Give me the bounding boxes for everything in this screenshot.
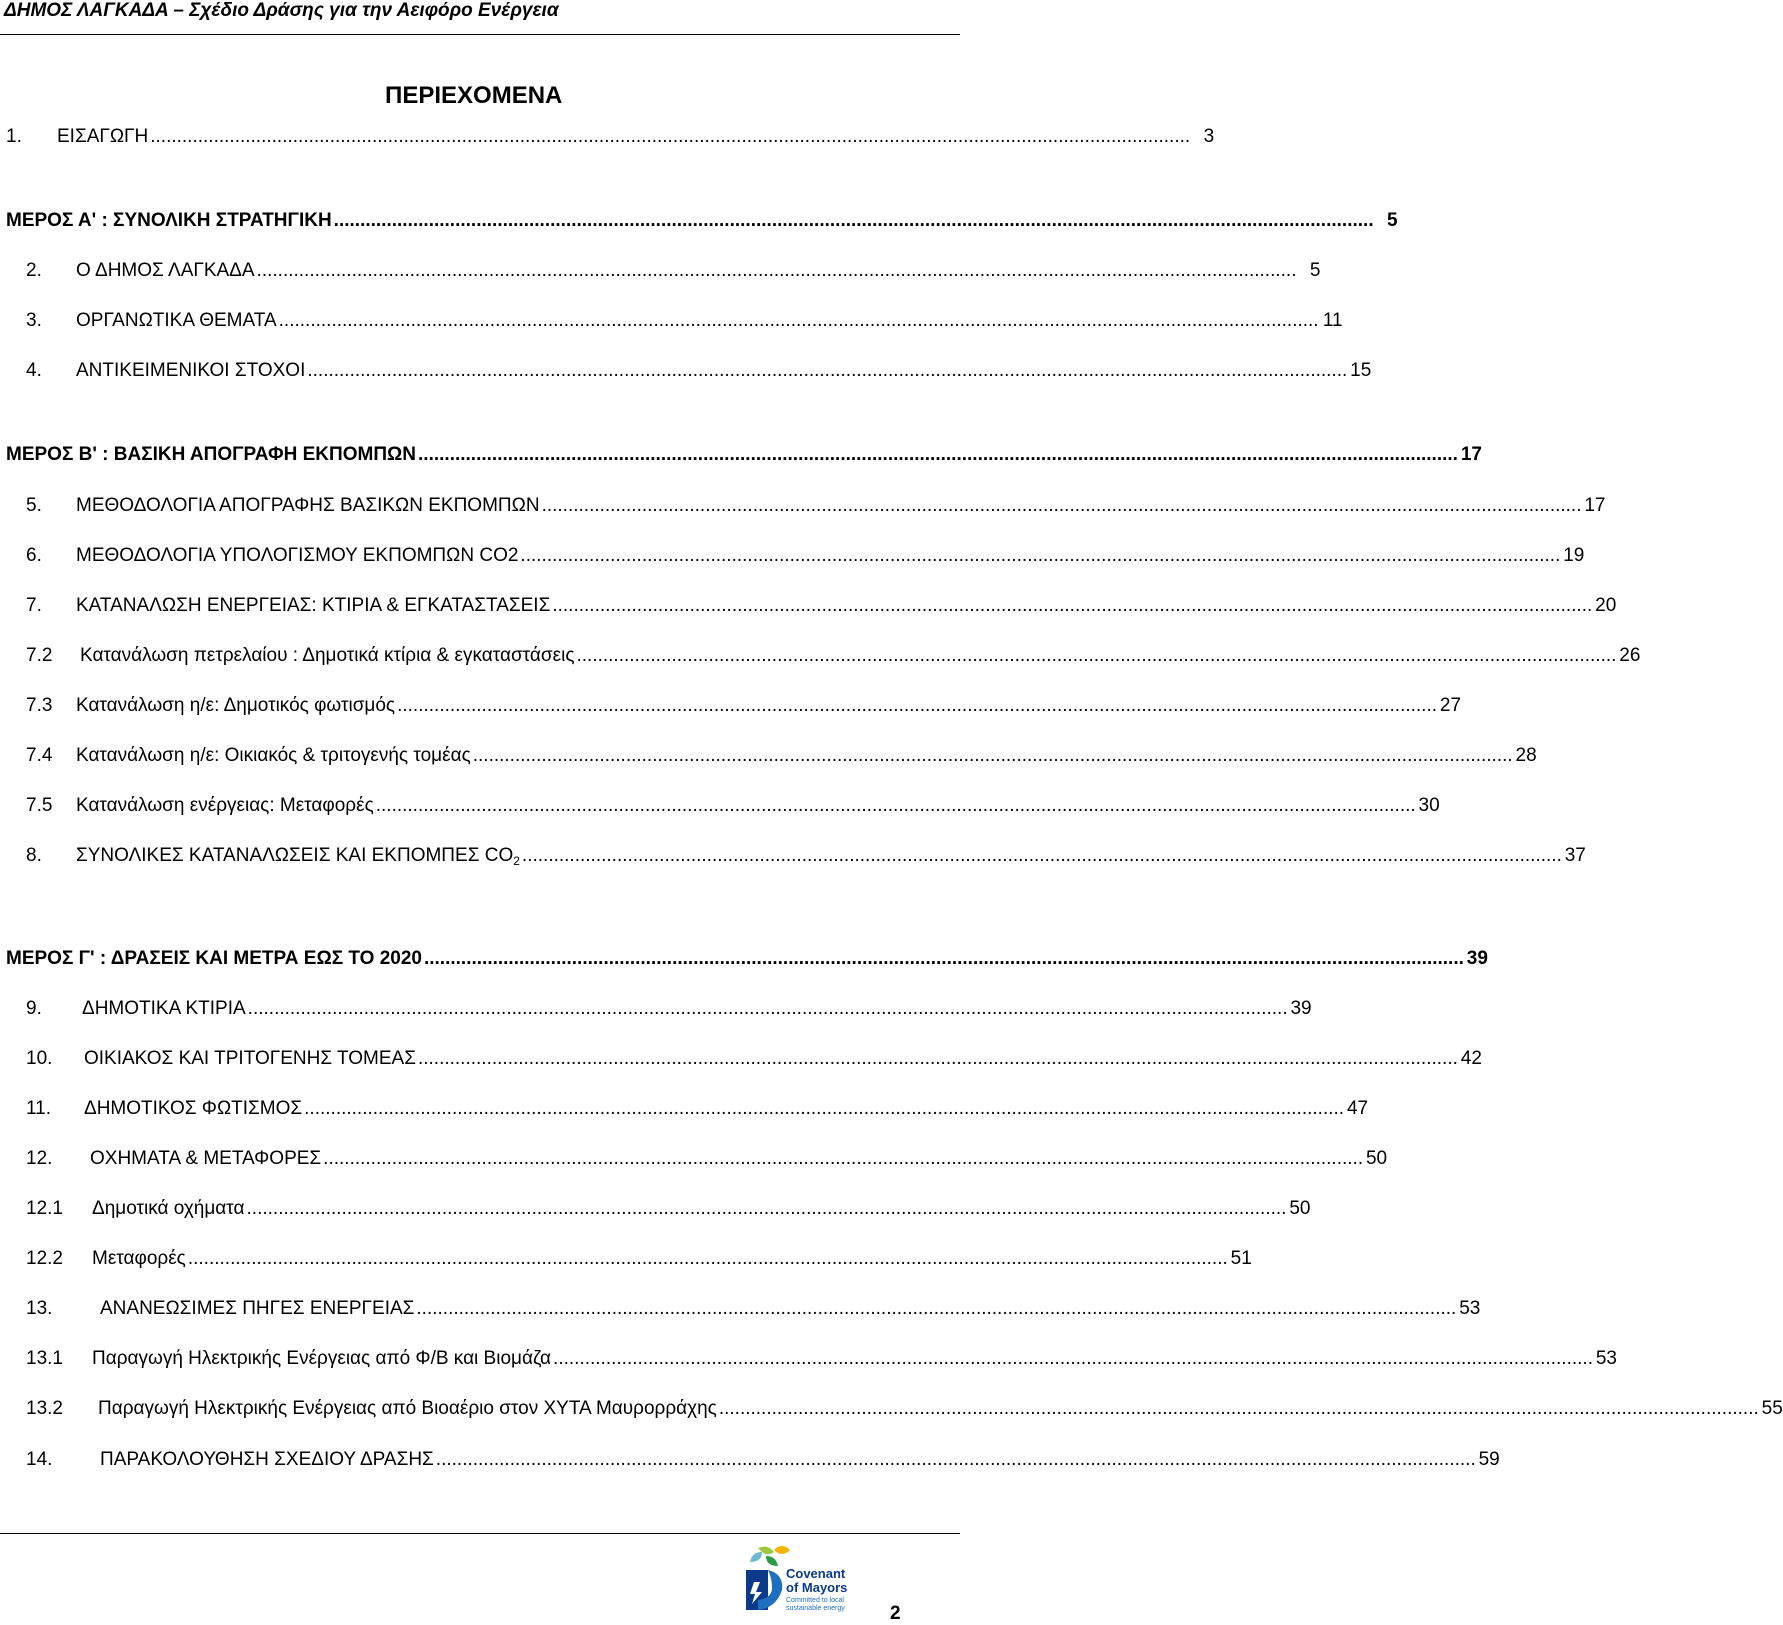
toc-dot-leader: ..................................................................................................................................................................................................... <box>247 998 1288 1019</box>
toc-part-entry[interactable] <box>0 208 1398 234</box>
toc-entry[interactable] <box>0 258 1321 284</box>
toc-dot-leader: ..................................................................................................................................................................................................... <box>435 1449 1476 1470</box>
toc-dot-leader: ..................................................................................................................................................................................................... <box>418 444 1458 465</box>
toc-entry-number: 5. <box>26 495 42 516</box>
toc-entry-title: ΜΕΡΟΣ Α' : ΣΥΝΟΛΙΚΗ ΣΤΡΑΤΗΓΙΚΗ <box>6 210 332 231</box>
document-header-title: ΔΗΜΟΣ ΛΑΓΚΑΔΑ – Σχέδιο Δράσης για την Αειφόρο Ενέργεια <box>4 0 559 21</box>
toc-entry-page: 51 <box>1230 1248 1252 1269</box>
toc-entry-number: 2. <box>26 260 42 281</box>
toc-entry[interactable] <box>0 308 1343 334</box>
toc-entry-page: 3 <box>1203 126 1215 147</box>
toc-entry-number: 6. <box>26 545 42 566</box>
toc-entry-title-text: ΣΥΝΟΛΙΚΕΣ ΚΑΤΑΝΑΛΩΣΕΙΣ ΚΑΙ ΕΚΠΟΜΠΕΣ CO <box>76 845 514 866</box>
toc-entry-number: 12.1 <box>26 1198 63 1219</box>
toc-entry-page: 39 <box>1466 948 1488 969</box>
toc-entry-page: 47 <box>1346 1098 1369 1119</box>
toc-entry[interactable] <box>0 1396 1783 1422</box>
toc-entry-title: Μεταφορές <box>92 1248 186 1269</box>
toc-entry-title <box>76 843 520 869</box>
toc-entry[interactable] <box>0 1346 1617 1372</box>
toc-dot-leader: ..................................................................................................................................................................................................... <box>417 1048 1458 1069</box>
toc-entry[interactable] <box>0 543 1585 569</box>
toc-entry[interactable] <box>0 1296 1481 1322</box>
toc-dot-leader: ..................................................................................................................................................................................................... <box>304 1098 1345 1119</box>
toc-dot-leader: ..................................................................................................................................................................................................... <box>576 645 1617 666</box>
toc-entry-title: ΜΕΡΟΣ Γ' : ΔΡΑΣΕΙΣ ΚΑΙ ΜΕΤΡΑ ΕΩΣ ΤΟ 2020 <box>6 948 422 969</box>
toc-entry-number: 10. <box>26 1048 53 1069</box>
toc-entry-title: Δημοτικά οχήματα <box>92 1198 245 1219</box>
logo-tagline-line1: Committed to local <box>786 1597 844 1604</box>
toc-entry[interactable] <box>0 124 1215 150</box>
toc-entry-title: ΟΧΗΜΑΤΑ & ΜΕΤΑΦΟΡΕΣ <box>90 1148 322 1169</box>
toc-entry-number: 13. <box>26 1298 53 1319</box>
toc-dot-leader: ..................................................................................................................................................................................................... <box>552 595 1593 616</box>
toc-dot-leader: ..................................................................................................................................................................................................... <box>472 745 1513 766</box>
toc-dot-leader: ..................................................................................................................................................................................................... <box>521 845 1562 866</box>
toc-entry[interactable] <box>0 843 1586 869</box>
page-number: 2 <box>890 1603 901 1624</box>
toc-dot-leader: ..................................................................................................................................................................................................... <box>541 495 1582 516</box>
toc-entry[interactable] <box>0 1246 1252 1272</box>
logo-text-line2: of Mayors <box>786 1580 848 1595</box>
toc-entry[interactable] <box>0 1196 1311 1222</box>
toc-entry[interactable] <box>0 358 1372 384</box>
toc-entry-title: ΜΕΡΟΣ Β' : ΒΑΣΙΚΗ ΑΠΟΓΡΑΦΗ ΕΚΠΟΜΠΩΝ <box>6 444 417 465</box>
toc-entry-page: 11 <box>1322 310 1343 331</box>
toc-entry-page: 53 <box>1595 1348 1617 1369</box>
toc-entry-subscript: 2 <box>513 854 520 868</box>
toc-dot-leader: ..................................................................................................................................................................................................... <box>333 210 1374 231</box>
toc-entry-page: 19 <box>1563 545 1585 566</box>
toc-dot-leader: ..................................................................................................................................................................................................... <box>423 948 1464 969</box>
toc-entry-title: ΔΗΜΟΤΙΚΑ ΚΤΙΡΙΑ <box>82 998 246 1019</box>
toc-entry[interactable] <box>0 793 1440 819</box>
toc-entry-page: 28 <box>1515 745 1537 766</box>
toc-entry-page: 39 <box>1290 998 1312 1019</box>
toc-entry-number: 4. <box>26 360 42 381</box>
toc-entry-title: ΕΙΣΑΓΩΓΗ <box>57 126 149 147</box>
toc-dot-leader: ..................................................................................................................................................................................................... <box>256 260 1297 281</box>
toc-entry-title: ΟΙΚΙΑΚΟΣ ΚΑΙ ΤΡΙΤΟΓΕΝΗΣ ΤΟΜΕΑΣ <box>84 1048 416 1069</box>
toc-entry-title: ΚΑΤΑΝΑΛΩΣΗ ΕΝΕΡΓΕΙΑΣ: ΚΤΙΡΙΑ & ΕΓΚΑΤΑΣΤΑΣΕΙΣ <box>76 595 551 616</box>
toc-entry-number: 7.4 <box>26 745 53 766</box>
toc-entry[interactable] <box>0 593 1617 619</box>
covenant-of-mayors-logo <box>740 1542 860 1622</box>
toc-entry-page: 53 <box>1459 1298 1481 1319</box>
toc-entry-page: 17 <box>1584 495 1606 516</box>
toc-entry-title: ΠΑΡΑΚΟΛΟΥΘΗΣΗ ΣΧΕΔΙΟΥ ΔΡΑΣΗΣ <box>100 1449 434 1470</box>
toc-entry-number: 9. <box>26 998 42 1019</box>
toc-dot-leader: ..................................................................................................................................................................................................... <box>187 1248 1228 1269</box>
toc-entry-number: 7.5 <box>26 795 53 816</box>
toc-entry-number: 14. <box>26 1449 53 1470</box>
toc-entry[interactable] <box>0 1096 1369 1122</box>
toc-dot-leader: ..................................................................................................................................................................................................... <box>246 1198 1287 1219</box>
toc-dot-leader: ..................................................................................................................................................................................................... <box>323 1148 1364 1169</box>
toc-dot-leader: ..................................................................................................................................................................................................... <box>278 310 1319 331</box>
toc-entry-page: 15 <box>1350 360 1372 381</box>
toc-dot-leader: ..................................................................................................................................................................................................... <box>416 1298 1457 1319</box>
toc-entry-number: 7.3 <box>26 695 53 716</box>
toc-dot-leader: ..................................................................................................................................................................................................... <box>397 695 1438 716</box>
toc-entry-page: 27 <box>1439 695 1462 716</box>
toc-heading: ΠΕΡΙΕΧΟΜΕΝΑ <box>385 82 563 109</box>
toc-entry-page: 42 <box>1460 1048 1482 1069</box>
toc-dot-leader: ..................................................................................................................................................................................................... <box>307 360 1348 381</box>
toc-entry-number: 1. <box>6 126 22 147</box>
toc-entry-title: ΜΕΘΟΔΟΛΟΓΙΑ ΥΠΟΛΟΓΙΣΜΟΥ ΕΚΠΟΜΠΩΝ CO2 <box>76 545 519 566</box>
toc-entry-title: Ο ΔΗΜΟΣ ΛΑΓΚΑΔΑ <box>76 260 255 281</box>
toc-entry-page: 5 <box>1387 210 1398 231</box>
toc-entry-number: 3. <box>26 310 42 331</box>
toc-dot-leader: ..................................................................................................................................................................................................... <box>150 126 1191 147</box>
logo-text-line1: Covenant <box>786 1566 846 1581</box>
toc-entry-number: 12.2 <box>26 1248 63 1269</box>
toc-entry-title: Κατανάλωση ενέργειας: Μεταφορές <box>76 795 374 816</box>
toc-entry-number: 7.2 <box>26 645 53 666</box>
toc-entry-number: 12. <box>26 1148 53 1169</box>
toc-dot-leader: ..................................................................................................................................................................................................... <box>553 1348 1593 1369</box>
toc-entry-title: Παραγωγή Ηλεκτρικής Ενέργειας από Φ/Β και Βιομάζα <box>92 1348 552 1369</box>
toc-entry[interactable] <box>0 1447 1500 1473</box>
toc-part-entry[interactable] <box>0 946 1488 972</box>
toc-dot-leader: ..................................................................................................................................................................................................... <box>520 545 1561 566</box>
toc-entry-title: Κατανάλωση πετρελαίου : Δημοτικά κτίρια & εγκαταστάσεις <box>80 645 575 666</box>
logo-tagline-line2: sustainable energy <box>786 1605 845 1612</box>
toc-entry-page: 55 <box>1761 1398 1783 1419</box>
toc-entry[interactable] <box>0 643 1641 669</box>
toc-entry-title: Κατανάλωση η/ε: Δημοτικός φωτισμός <box>76 695 396 716</box>
toc-entry-number: 7. <box>26 595 42 616</box>
toc-entry-number: 11. <box>26 1098 52 1119</box>
toc-entry-title: Κατανάλωση η/ε: Οικιακός & τριτογενής τομέας <box>76 745 471 766</box>
toc-dot-leader: ..................................................................................................................................................................................................... <box>375 795 1416 816</box>
toc-entry-page: 20 <box>1595 595 1617 616</box>
toc-entry[interactable] <box>0 1046 1482 1072</box>
toc-entry[interactable] <box>0 493 1606 519</box>
toc-entry-page: 17 <box>1460 444 1482 465</box>
toc-entry-title: ΑΝΑΝΕΩΣΙΜΕΣ ΠΗΓΕΣ ΕΝΕΡΓΕΙΑΣ <box>100 1298 415 1319</box>
toc-entry-page: 50 <box>1289 1198 1311 1219</box>
header-divider <box>0 34 960 35</box>
footer-divider <box>0 1533 960 1534</box>
toc-entry-number: 8. <box>26 845 42 866</box>
toc-entry-title: ΜΕΘΟΔΟΛΟΓΙΑ ΑΠΟΓΡΑΦΗΣ ΒΑΣΙΚΩΝ ΕΚΠΟΜΠΩΝ <box>76 495 540 516</box>
toc-entry[interactable] <box>0 743 1537 769</box>
toc-entry-title: ΑΝΤΙΚΕΙΜΕΝΙΚΟΙ ΣΤΟΧΟΙ <box>76 360 306 381</box>
toc-entry-number: 13.1 <box>26 1348 63 1369</box>
toc-entry-number: 13.2 <box>26 1398 63 1419</box>
toc-entry-title: ΔΗΜΟΤΙΚΟΣ ΦΩΤΙΣΜΟΣ <box>84 1098 303 1119</box>
toc-entry[interactable] <box>0 1146 1388 1172</box>
toc-entry[interactable] <box>0 693 1462 719</box>
toc-entry-page: 5 <box>1309 260 1321 281</box>
toc-entry-page: 59 <box>1478 1449 1500 1470</box>
toc-part-entry[interactable] <box>0 442 1482 468</box>
toc-entry-title: Παραγωγή Ηλεκτρικής Ενέργειας από Βιοαέριο στον ΧΥΤΑ Μαυρορράχης <box>98 1398 717 1419</box>
toc-dot-leader: ..................................................................................................................................................................................................... <box>718 1398 1759 1419</box>
toc-entry-page: 37 <box>1564 845 1586 866</box>
toc-entry-title: ΟΡΓΑΝΩΤΙΚΑ ΘΕΜΑΤΑ <box>76 310 277 331</box>
toc-entry-page: 30 <box>1418 795 1440 816</box>
toc-entry-page: 26 <box>1619 645 1641 666</box>
toc-entry[interactable] <box>0 996 1312 1022</box>
toc-entry-page: 50 <box>1365 1148 1388 1169</box>
